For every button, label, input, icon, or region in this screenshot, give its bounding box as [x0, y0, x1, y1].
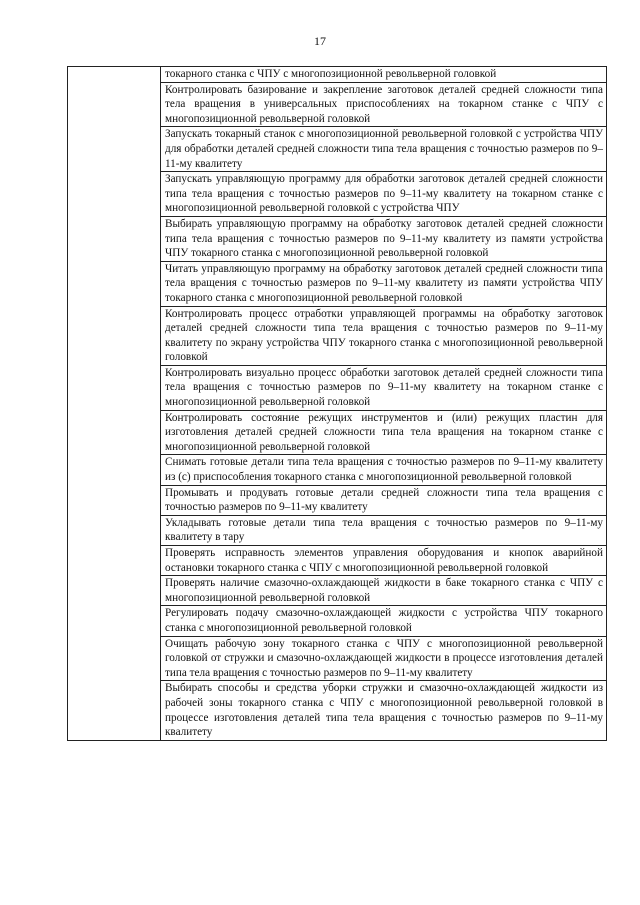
row-text: Запускать токарный станок с многопозиционной револьверной головкой с устройства ЧПУ для обработки деталей средней сложности типа тела вращения с точностью размеров по 9–11-му квалитету	[165, 128, 603, 170]
row-text: Контролировать состояние режущих инструментов и (или) режущих пластин для изготовления деталей средней сложности типа тела вращения на токарном станке с многопозиционной револьверной головкой	[165, 411, 603, 453]
row-text: Выбирать управляющую программу на обработку заготовок деталей средней сложности типа тела вращения с точностью размеров по 9–11-му квалитету из памяти устройства ЧПУ токарного станка с многопозиционной револьверной головкой	[165, 217, 603, 260]
table-cell	[161, 261, 607, 306]
row-text: Укладывать готовые детали типа тела вращения с точностью размеров по 9–11-му квалитету в тару	[165, 516, 603, 544]
table-cell	[161, 306, 607, 365]
table-cell	[161, 636, 607, 681]
table-cell	[161, 172, 607, 217]
labor-actions-table	[67, 66, 607, 741]
row-text: Контролировать базирование и закрепление заготовок деталей средней сложности типа тела вращения в универсальных приспособлениях на токарном станке с ЧПУ с многопозиционной револьверной головкой	[165, 83, 603, 125]
page-number: 17	[314, 34, 326, 48]
table-cell	[161, 455, 607, 485]
table-cell	[161, 365, 607, 410]
table-cell	[161, 576, 607, 606]
row-text: Снимать готовые детали типа тела вращения с точностью размеров по 9–11-му квалитету из (с) приспособления токарного станка с многопозиционной револьверной головкой	[165, 456, 603, 484]
table-cell	[161, 515, 607, 545]
table-row	[68, 67, 607, 83]
table-cell	[161, 485, 607, 515]
table-cell	[161, 546, 607, 576]
row-text: Читать управляющую программу на обработку заготовок деталей средней сложности типа тела вращения с точностью размеров по 9–11-му квалитету из памяти устройства ЧПУ токарного станка с многопозиционной револьверной головкой	[165, 262, 603, 304]
row-text: Очищать рабочую зону токарного станка с ЧПУ с многопозиционной револьверной головкой от стружки и смазочно-охлаждающей жидкости в процессе изготовления деталей типа тела вращения с точностью размеров по 9–11-му квалитету	[165, 637, 603, 679]
row-text: Контролировать процесс отработки управляющей программы на обработку заготовок деталей средней сложности типа тела вращения с точностью размеров по 9–11-му квалитету по экрану устройства ЧПУ токарного станка с многопозиционной револьверной головкой	[165, 307, 603, 364]
row-text: Запускать управляющую программу для обработки заготовок деталей средней сложности типа тела вращения с точностью размеров по 9–11-му квалитету на токарном станке с многопозиционной револьверной головкой с устройства ЧПУ	[165, 173, 603, 215]
empty-left-column	[68, 67, 161, 741]
row-text: Выбирать способы и средства уборки стружки и смазочно-охлаждающей жидкости из рабочей зоны токарного станка с ЧПУ с многопозиционной револьверной головкой в процессе изготовления деталей типа тела вращения с точностью размеров по 9–11-му квалитету	[165, 682, 603, 739]
table-cell	[161, 216, 607, 261]
row-text: токарного станка с ЧПУ с многопозиционной револьверной головкой	[165, 68, 497, 80]
table-cell	[161, 127, 607, 172]
row-text: Проверять исправность элементов управления оборудования и кнопок аварийной остановки токарного станка с ЧПУ с многопозиционной револьверной головкой	[165, 547, 603, 574]
table-cell	[161, 681, 607, 740]
row-text: Промывать и продувать готовые детали средней сложности типа тела вращения с точностью размеров по 9–11-му квалитету	[165, 486, 603, 514]
table-cell	[161, 606, 607, 636]
row-text: Регулировать подачу смазочно-охлаждающей жидкости с устройства ЧПУ токарного станка с многопозиционной револьверной головкой	[165, 607, 603, 634]
table-cell	[161, 67, 607, 83]
table-cell	[161, 410, 607, 455]
row-text: Контролировать визуально процесс обработки заготовок деталей средней сложности типа тела вращения с точностью размеров по 9–11-му квалитету на токарном станке с многопозиционной револьверной головкой	[165, 366, 603, 409]
row-text: Проверять наличие смазочно-охлаждающей жидкости в баке токарного станка с ЧПУ с многопозиционной револьверной головкой	[165, 577, 603, 604]
table-cell	[161, 82, 607, 127]
